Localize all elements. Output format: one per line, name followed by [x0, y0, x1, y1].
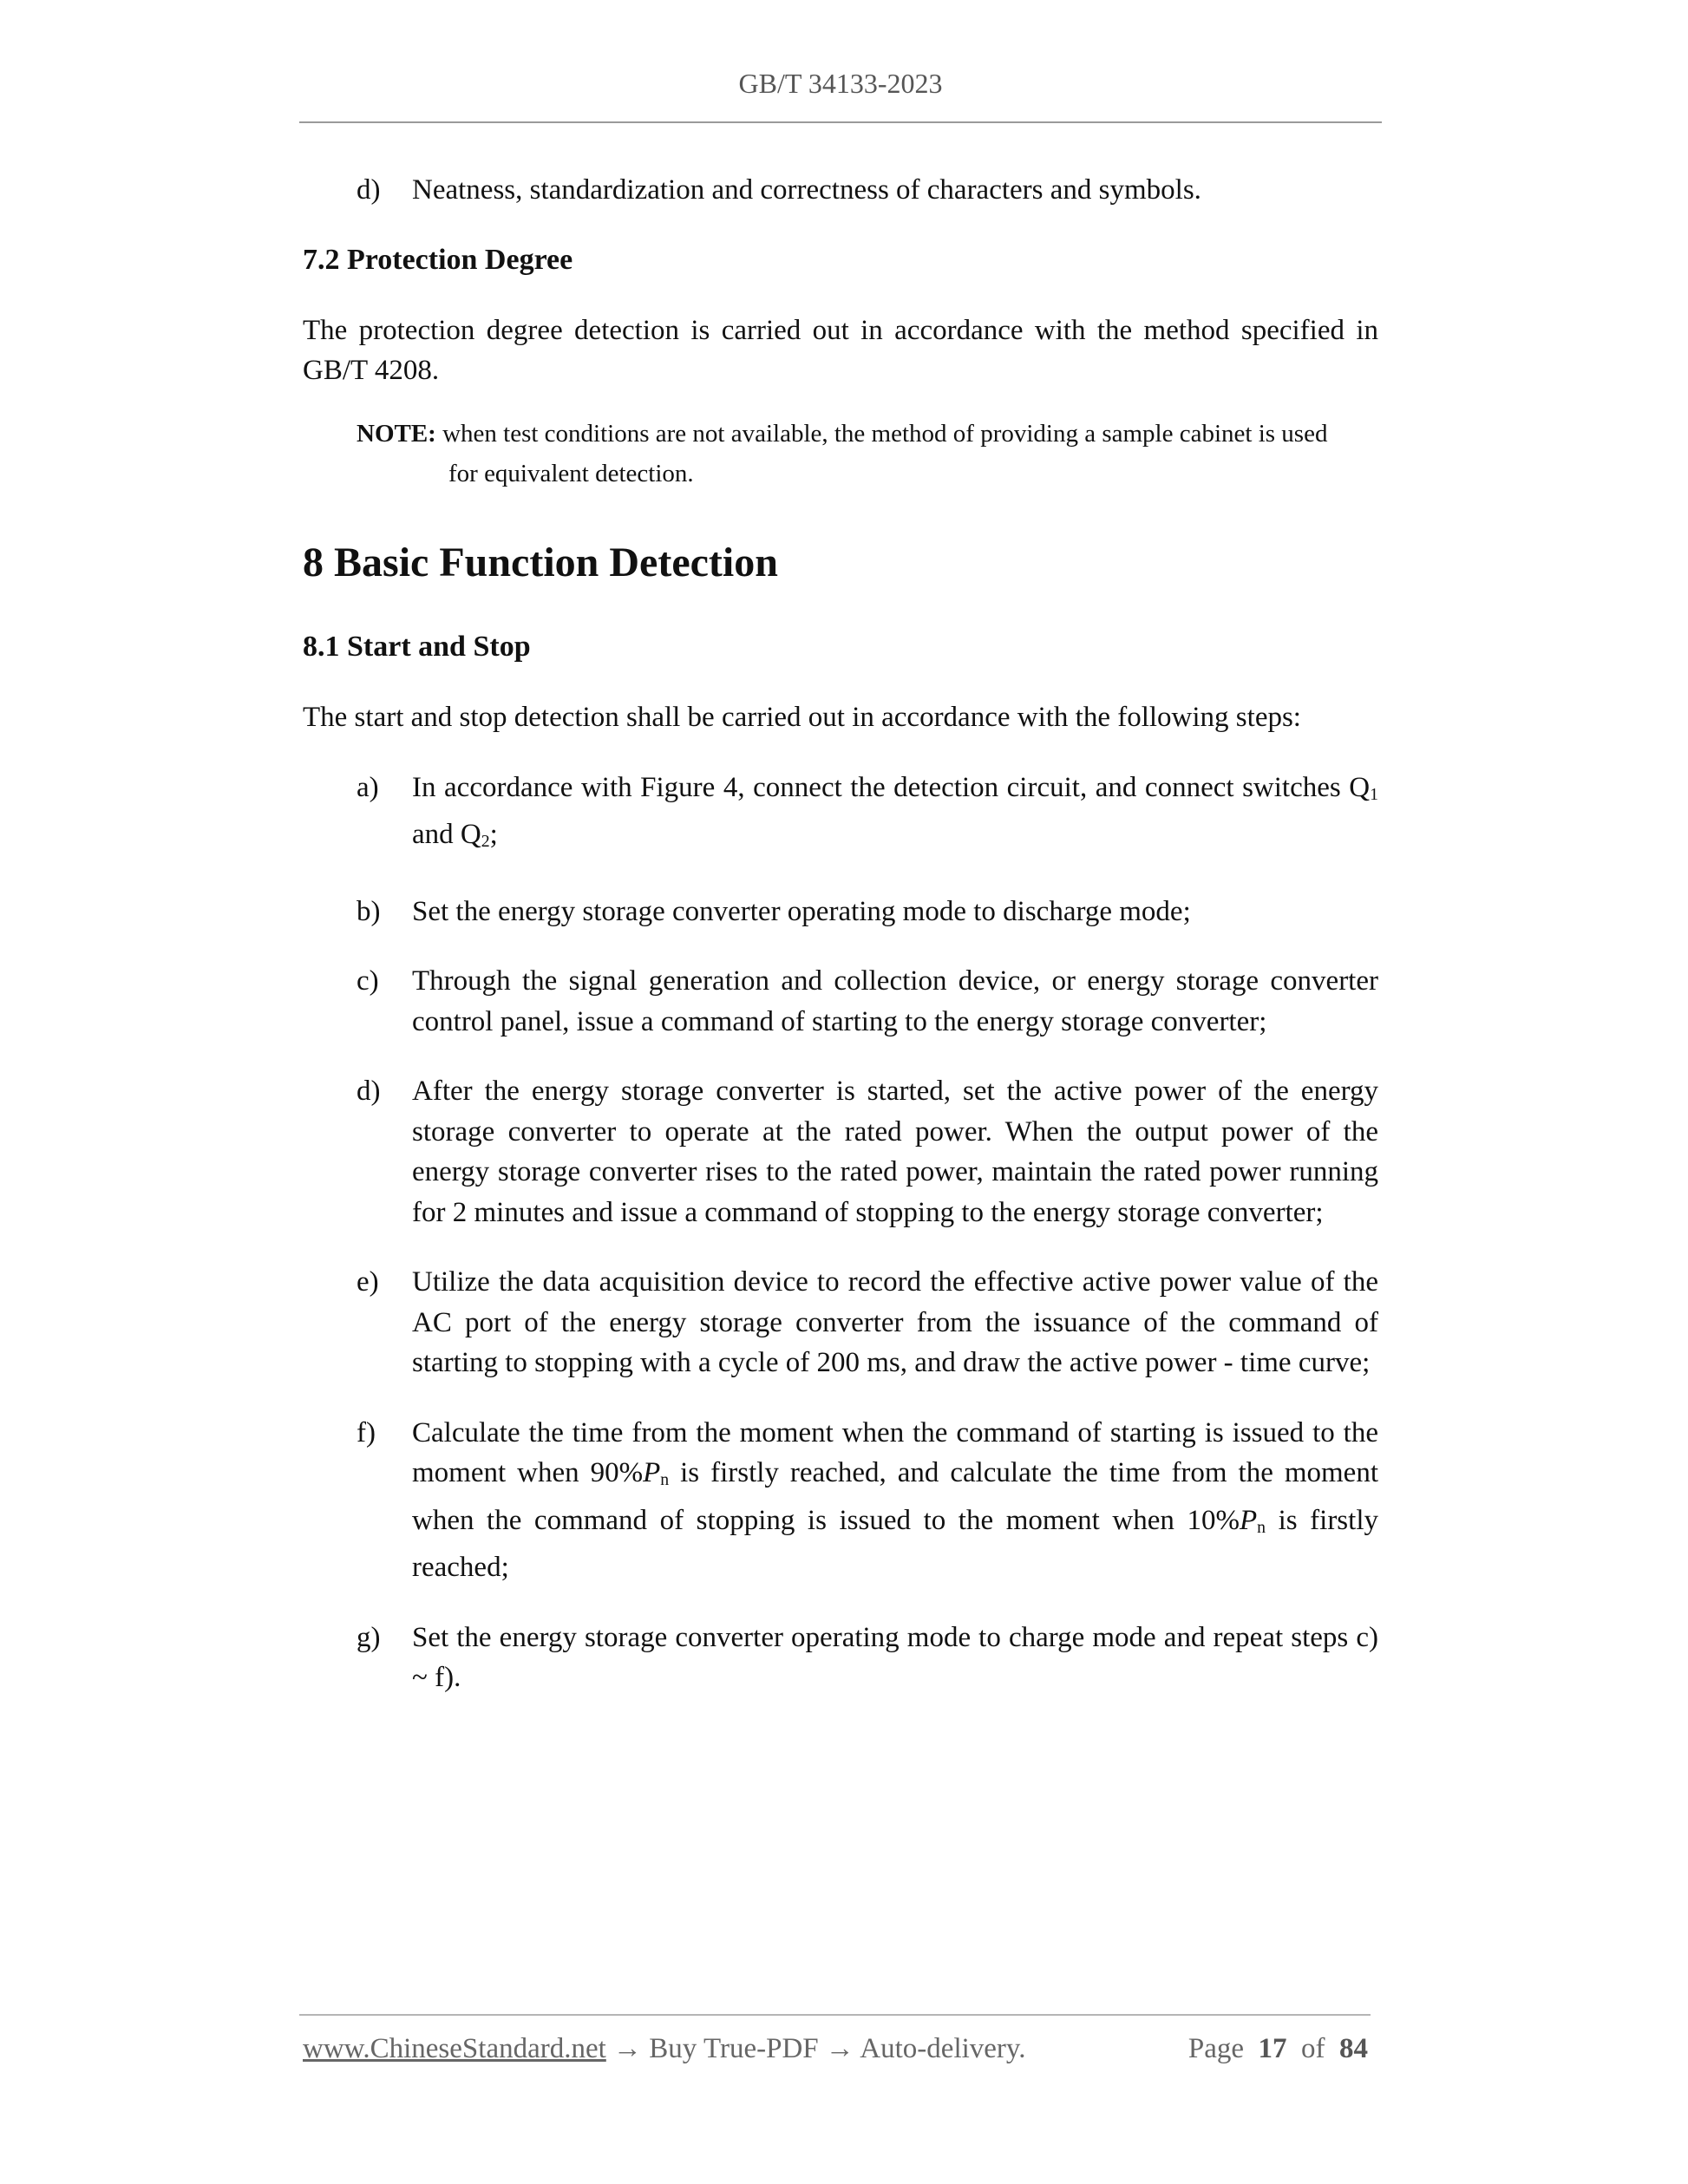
list-text: After the energy storage converter is started, set the active power of the energy storage converter to operate at the rated power. When the output power of the energy storage converter rises to the rated power, maintain the rated power running for 2 minutes and issue a command of stopping to the energy storage converter;	[412, 1076, 1378, 1228]
list-text: Calculate the time from the moment when the command of starting is issued to the moment when $90\%P_n$ is firstly reached, and calculate the time from the moment when the command of stopping is issued to the moment when $10\%P_n$ is firstly reached;	[412, 1416, 1379, 1584]
website-link[interactable]: www.ChineseStandard.net	[303, 2033, 606, 2064]
document-id: GB/T 34133-2023	[738, 68, 943, 99]
note-text-line-2: for equivalent detection.	[448, 459, 694, 487]
subscript: n	[1257, 1517, 1266, 1537]
list-item-a	[303, 768, 1378, 862]
list-item-c	[303, 961, 1378, 1042]
list-item-f	[303, 1413, 1378, 1588]
list-label: b)	[357, 895, 381, 927]
subscript: 1	[1370, 784, 1378, 804]
section-7-2-heading: 7.2 Protection Degree	[303, 243, 573, 276]
section-8-heading: 8 Basic Function Detection	[303, 539, 778, 585]
page-footer	[303, 2033, 1368, 2065]
list-text: Neatness, standardization and correctness of characters and symbols.	[412, 174, 1201, 206]
list-text: In accordance with Figure 4, connect the detection circuit, and connect switches $Q_1$ and $Q_2$;	[412, 772, 1378, 852]
delivery-text: Auto-delivery.	[854, 2033, 1026, 2064]
arrow-right-icon: →	[613, 2033, 643, 2064]
list-item-e	[303, 1262, 1378, 1383]
page-indicator: Page 17 of 84	[1187, 2033, 1368, 2064]
section-7-2-body: The protection degree detection is carried out in accordance with the method specified in GB/T 4208.	[303, 314, 1378, 386]
page-content	[303, 170, 1378, 1698]
list-label: a)	[357, 772, 379, 803]
note-label: NOTE:	[357, 419, 436, 448]
buy-text: Buy True-PDF	[642, 2033, 826, 2064]
total-pages: 84	[1339, 2033, 1368, 2064]
header-divider	[299, 121, 1382, 123]
list-item-d	[303, 1071, 1378, 1233]
list-item-b	[303, 892, 1378, 932]
subscript: n	[660, 1470, 670, 1490]
footer-divider	[299, 2014, 1371, 2016]
current-page: 17	[1258, 2033, 1287, 2064]
section-8-1-intro: The start and stop detection shall be carried out in accordance with the following steps:	[303, 701, 1301, 733]
section-8-1-heading: 8.1 Start and Stop	[303, 630, 531, 663]
list-label: c)	[357, 965, 379, 997]
list-label: g)	[357, 1621, 381, 1653]
list-label: e)	[357, 1266, 379, 1298]
list-text: Utilize the data acquisition device to record the effective active power value of the AC port of the energy storage converter from the issuance of the command of starting to stopping with a cycle of 200 ms, and draw the active power - time curve;	[412, 1266, 1378, 1379]
list-text: Through the signal generation and collection device, or energy storage converter control panel, issue a command of starting to the energy storage converter;	[412, 965, 1378, 1037]
page-header	[299, 68, 1382, 100]
subscript: 2	[481, 832, 490, 852]
list-text: Set the energy storage converter operating mode to charge mode and repeat steps c) ~ f).	[412, 1621, 1378, 1694]
note-block	[303, 414, 1378, 494]
symbol-p: P	[1239, 1504, 1258, 1536]
note-text-line-1: when test conditions are not available, the method of providing a sample cabinet is used	[442, 419, 1328, 448]
list-label: f)	[357, 1416, 376, 1448]
symbol-p: P	[643, 1457, 661, 1489]
list-text: Set the energy storage converter operating mode to discharge mode;	[412, 895, 1191, 927]
list-item-g	[303, 1618, 1378, 1698]
list-label: d)	[357, 174, 381, 206]
list-item-d-neatness	[303, 170, 1378, 211]
arrow-right-icon: →	[825, 2033, 854, 2064]
footer-promo	[303, 2033, 1026, 2065]
list-label: d)	[357, 1076, 381, 1108]
